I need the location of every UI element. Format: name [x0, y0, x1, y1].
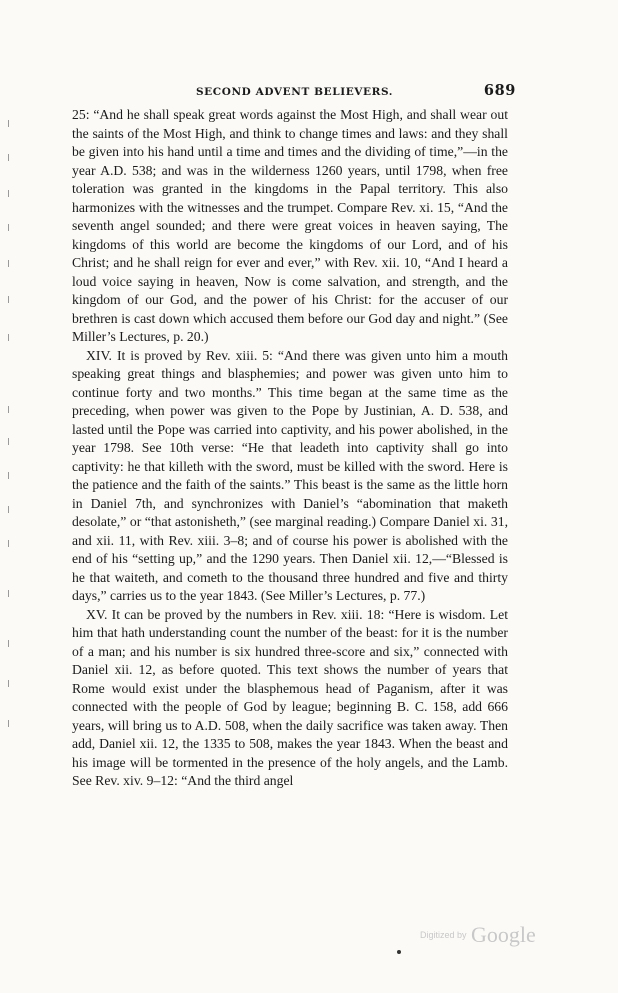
running-head-title: SECOND ADVENT BELIEVERS. — [196, 86, 394, 98]
page-edge-marks — [8, 120, 14, 740]
paragraph-xiv: XIV. It is proved by Rev. xiii. 5: “And there was given unto him a mouth speaking great things and blasphemies; and power was given unto him to continue forty and two months.” This time began at the same time as the preceding, when power was given to the Pope by Justinian, A. D. 538, and lasted until the Pope was carried into captivity, and his power abolished, in the year 1798. See 10th verse: “He that leadeth into captivity shall go into captivity: he that killeth with the sword, must be killed with the sword. Here is the patience and the faith of the saints.” This beast is the same as the little horn in Daniel 7th, and synchronizes with Daniel’s “abomination that maketh desolate,” or “that astonisheth,” (see marginal reading.) Compare Daniel xi. 31, and xii. 11, with Rev. xiii. 3–8; and of course his power is abolished with the end of his “setting up,” and the 1290 years. Then Daniel xii. 12,—“Blessed is he that waiteth, and cometh to the thousand three hundred and five and thirty days,” carries us to the year 1843. (See Miller’s Lectures, p. 77.) — [72, 347, 508, 603]
google-logo: Google — [470, 922, 536, 947]
ink-dot — [397, 950, 401, 954]
body-text — [72, 106, 508, 791]
paragraph-continuation: 25: “And he shall speak great words against the Most High, and shall wear out the saints of the Most High, and think to change times and laws: and they shall be given into his hand until a time and times and the dividing of time,”—in the year A.D. 538; and was in the wilderness 1260 years, until 1798, when free toleration was granted in the kingdoms in the Papal territory. This also harmonizes with the witnesses and the trumpet. Compare Rev. xi. 15, “And the seventh angel sounded; and there were great voices in heaven saying, The kingdoms of this world are become the kingdoms of our Lord, and of his Christ; and he shall reign for ever and ever,” with Rev. xii. 10, “And I heard a loud voice saying in heaven, Now is come salvation, and strength, and the kingdom of our God, and the power of his Christ: for the accuser of our brethren is cast down which accused them before our God day and night.” (See Miller’s Lectures, p. 20.) — [72, 107, 508, 344]
watermark-prefix: Digitized by — [420, 930, 467, 940]
page-number: 689 — [483, 82, 516, 99]
paragraph-xv: XV. It can be proved by the numbers in Rev. xiii. 18: “Here is wisdom. Let him that hath understanding count the number of the beast: for it is the number of a man; and his number is six hundred three-score and six,” connected with Daniel xii. 12, as before quoted. This text shows the number of years that Rome would exist under the blasphemous head of Paganism, after it was connected with the people of God by league; beginning B. C. 158, add 666 years, will bring us to A.D. 508, when the daily sacrifice was taken away. Then add, Daniel xii. 12, the 1335 to 508, makes the year 1843. When the beast and his image will be tormented in the presence of the holy angels, and the Lamb. See Rev. xiv. 9–12: “And the third angel — [72, 606, 508, 788]
digitized-watermark — [420, 922, 536, 948]
